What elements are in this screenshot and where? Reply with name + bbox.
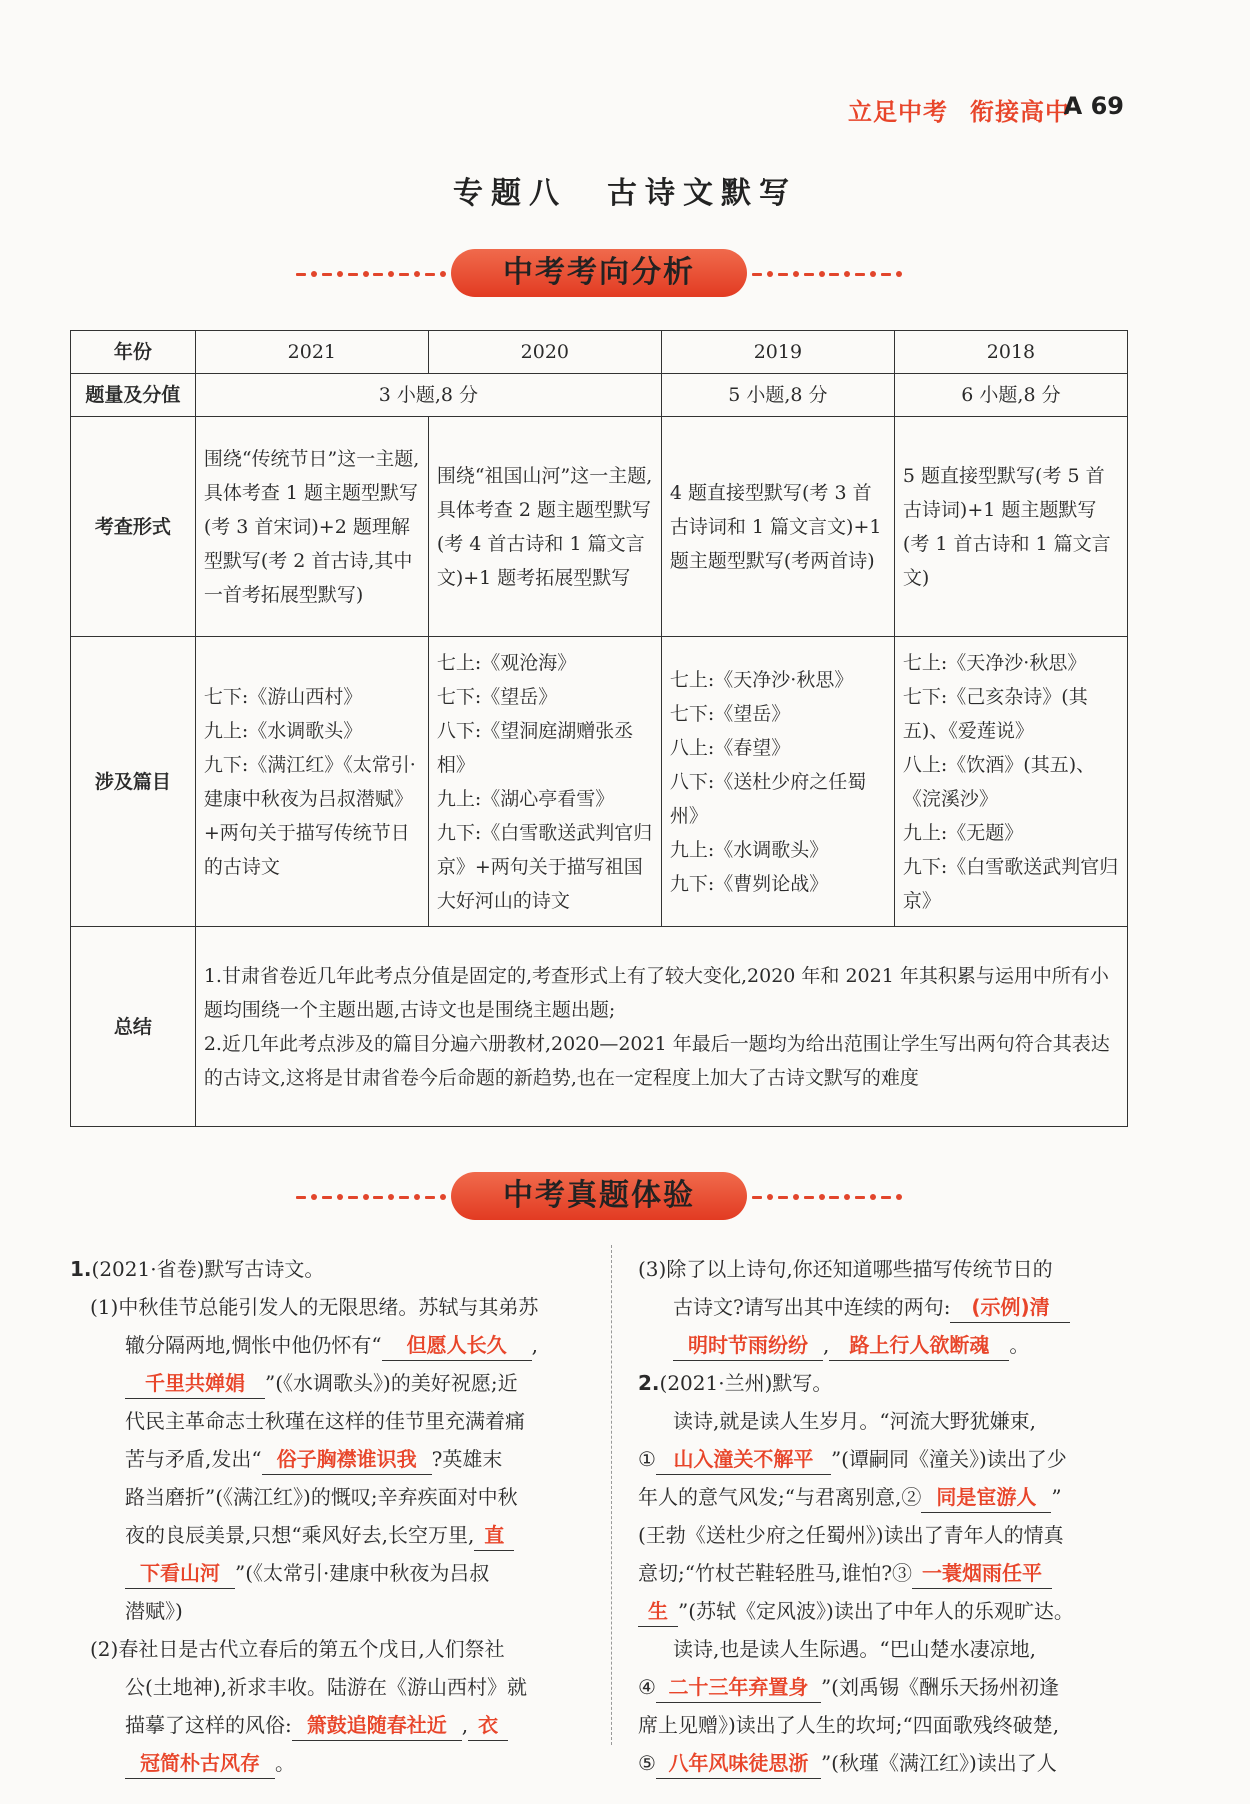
text-line: [638, 1288, 1138, 1326]
text-item: 七上:《天净沙·秋思》: [902, 651, 1087, 674]
texts-cell: [894, 637, 1127, 927]
text-span: ④: [638, 1675, 656, 1699]
header-texts: 涉及篇目: [71, 637, 196, 927]
question-number: 2.: [638, 1371, 660, 1395]
year-cell: 2020: [428, 331, 661, 374]
text-item: 七下:《游山西村》: [203, 685, 363, 708]
text-item: 七下:《望岳》: [669, 702, 791, 725]
text-span: 夜的良辰美景,只想“乘风好去,长空万里,: [125, 1523, 475, 1547]
text-item: 九上:《湖心亭看雪》: [436, 787, 615, 810]
page-title: [0, 168, 1250, 212]
header-form: 考查形式: [71, 417, 196, 637]
text-item: 七上:《观沧海》: [436, 651, 577, 674]
summary-cell: [195, 927, 1127, 1127]
section-banner-practice: [0, 1168, 1250, 1228]
answer-blank[interactable]: 八年风味徒思浙: [656, 1748, 821, 1779]
text-line: [70, 1516, 585, 1554]
text-span: ”(刘禹锡《酬乐天扬州初逢: [820, 1675, 1059, 1699]
title-part-2: 古诗文默写: [607, 176, 797, 211]
question-title: [638, 1364, 1138, 1402]
column-divider: [611, 1245, 612, 1745]
answer-blank[interactable]: 箫鼓追随春社近: [292, 1710, 462, 1741]
text-span: ,: [823, 1333, 830, 1357]
text-line: [70, 1440, 585, 1478]
text-line: 潜赋》): [125, 1599, 183, 1623]
text-line: [638, 1554, 1138, 1592]
text-span: ,: [531, 1333, 538, 1357]
text-item: 八上:《春望》: [669, 736, 791, 759]
text-line: (1)中秋佳节总能引发人的无限思绪。苏轼与其弟苏: [90, 1295, 539, 1319]
banner-title: 中考真题体验: [451, 1172, 747, 1220]
slogan-2: 衔接高中: [970, 98, 1070, 126]
question-right-column: [638, 1250, 1138, 1782]
texts-cell: [661, 637, 894, 927]
page-number: A 69: [1063, 92, 1124, 120]
text-line: [70, 1706, 585, 1744]
text-item: 八上:《饮酒》(其五)、《浣溪沙》: [902, 753, 1096, 810]
text-line: (3)除了以上诗句,你还知道哪些描写传统节日的: [638, 1257, 1053, 1281]
banner-ornament-right-icon: [752, 271, 902, 277]
score-cell: 3 小题,8 分: [195, 374, 661, 417]
text-span: 意切;“竹杖芒鞋轻胜马,谁怕?③: [638, 1561, 913, 1585]
text-item: 九下:《曹刿论战》: [669, 872, 829, 895]
text-line: 路当磨折”(《满江红》)的慨叹;辛弃疾面对中秋: [125, 1485, 518, 1509]
text-line: 公(土地神),祈求丰收。陆游在《游山西村》就: [125, 1675, 527, 1699]
text-line: [70, 1326, 585, 1364]
text-line: [70, 1554, 585, 1592]
text-item: 九上:《无题》: [902, 821, 1024, 844]
text-line: [70, 1744, 585, 1782]
banner-ornament-left-icon: [296, 271, 446, 277]
header-score: 题量及分值: [71, 374, 196, 417]
table-row-scores: [71, 374, 1128, 417]
banner-ornament-left-icon: [296, 1194, 446, 1200]
table-row-forms: [71, 417, 1128, 637]
text-line: [638, 1326, 1138, 1364]
year-cell: 2018: [894, 331, 1127, 374]
text-item: 九上:《水调歌头》: [203, 719, 363, 742]
header-slogan: [826, 92, 1070, 127]
table-row-years: [71, 331, 1128, 374]
text-span: 描摹了这样的风俗:: [125, 1713, 292, 1737]
text-line: 读诗,也是读人生际遇。“巴山楚水凄凉地,: [673, 1637, 1036, 1661]
text-item: 七上:《天净沙·秋思》: [669, 668, 854, 691]
text-span: ,: [461, 1713, 469, 1737]
text-span: 苦与矛盾,发出“: [125, 1447, 262, 1471]
answer-blank[interactable]: 二十三年弃置身: [656, 1672, 821, 1703]
text-span: ①: [638, 1447, 656, 1471]
question-title: [70, 1250, 585, 1288]
answer-blank[interactable]: 千里共婵娟: [125, 1368, 265, 1399]
answer-blank[interactable]: 直: [474, 1520, 514, 1551]
answer-blank[interactable]: 同是宦游人: [921, 1482, 1051, 1513]
text-item: 九下:《白雪歌送武判官归京》: [902, 855, 1119, 912]
analysis-table: [70, 330, 1128, 1127]
year-cell: 2019: [661, 331, 894, 374]
text-line: (王勃《送杜少府之任蜀州》)读出了青年人的情真: [638, 1523, 1064, 1547]
text-item: 八下:《送杜少府之任蜀州》: [669, 770, 867, 827]
text-span: ”(谭嗣同《潼关》)读出了少: [830, 1447, 1067, 1471]
answer-blank[interactable]: 明时节雨纷纷: [673, 1330, 823, 1361]
text-item: 八下:《望洞庭湖赠张丞相》: [436, 719, 634, 776]
text-span: ”(《太常引·建康中秋夜为吕叔: [235, 1561, 490, 1585]
section-banner-analysis: [0, 245, 1250, 305]
banner-title: 中考考向分析: [451, 249, 747, 297]
score-cell: 6 小题,8 分: [894, 374, 1127, 417]
answer-blank[interactable]: 但愿人长久: [382, 1330, 532, 1361]
text-line: [638, 1478, 1138, 1516]
text-item: 九上:《水调歌头》: [669, 838, 829, 861]
text-line: 代民主革命志士秋瑾在这样的佳节里充满着痛: [125, 1409, 525, 1433]
text-line: [638, 1744, 1138, 1782]
text-line: 席上见赠》)读出了人生的坎坷;“四面歌残终破楚,: [638, 1713, 1060, 1737]
text-item: 七下:《望岳》: [436, 685, 558, 708]
text-span: 辙分隔两地,惆怅中他仍怀有“: [125, 1333, 382, 1357]
form-cell: 4 题直接型默写(考 3 首古诗词和 1 篇文言文)+1 题主题型默写(考两首诗): [661, 417, 894, 637]
text-span: 年人的意气风发;“与君离别意,②: [638, 1485, 922, 1509]
answer-blank[interactable]: 生: [638, 1596, 678, 1627]
text-span: ?英雄末: [431, 1447, 503, 1471]
text-line: [638, 1668, 1138, 1706]
form-cell: 围绕“祖国山河”这一主题,具体考查 2 题主题型默写(考 4 首古诗和 1 篇文言文)+1 题考拓展型默写: [428, 417, 661, 637]
table-row-texts: [71, 637, 1128, 927]
text-span: 。: [275, 1751, 295, 1775]
answer-blank[interactable]: 一蓑烟雨任平: [912, 1558, 1052, 1589]
text-line: [638, 1592, 1138, 1630]
question-title-text: (2021·兰州)默写。: [659, 1371, 833, 1395]
answer-blank[interactable]: (示例)清: [950, 1292, 1070, 1323]
text-span: 。: [1009, 1333, 1030, 1357]
text-item: 九下:《白雪歌送武判官归京》+两句关于描写祖国大好河山的诗文: [436, 821, 653, 912]
answer-blank[interactable]: 路上行人欲断魂: [829, 1330, 1009, 1361]
banner-ornament-right-icon: [752, 1194, 902, 1200]
question-number: 1.: [70, 1257, 92, 1281]
summary-item: 2.近几年此考点涉及的篇目分遍六册教材,2020—2021 年最后一题均为给出范围让学生写出两句符合其表达的古诗文,这将是甘肃省卷今后命题的新趋势,也在一定程度上加大了古诗文默写的难度: [203, 1032, 1110, 1089]
text-line: [638, 1440, 1138, 1478]
text-line: (2)春社日是古代立春后的第五个戊日,人们祭社: [90, 1637, 505, 1661]
text-line: 读诗,就是读人生岁月。“河流大野犹嫌束,: [673, 1409, 1036, 1433]
answer-blank[interactable]: 俗子胸襟谁识我: [262, 1444, 432, 1475]
texts-cell: [195, 637, 428, 927]
texts-cell: [428, 637, 661, 927]
form-cell: 5 题直接型默写(考 5 首古诗词)+1 题主题默写(考 1 首古诗和 1 篇文言文): [894, 417, 1127, 637]
text-span: ”(秋瑾《满江红》)读出了人: [820, 1751, 1057, 1775]
text-item: 七下:《己亥杂诗》(其五)、《爱莲说》: [902, 685, 1088, 742]
text-span: ⑤: [638, 1751, 656, 1775]
header-year: 年份: [71, 331, 196, 374]
summary-item: 1.甘肃省卷近几年此考点分值是固定的,考查形式上有了较大变化,2020 年和 2021 年其积累与运用中所有小题均围绕一个主题出题,古诗文也是围绕主题出题;: [203, 964, 1109, 1021]
answer-blank[interactable]: 冠简朴古风存: [125, 1748, 275, 1779]
question-title-text: (2021·省卷)默写古诗文。: [91, 1257, 325, 1281]
year-cell: 2021: [195, 331, 428, 374]
question-1: [70, 1250, 585, 1782]
score-cell: 5 小题,8 分: [661, 374, 894, 417]
title-part-1: 专题八: [453, 176, 567, 211]
answer-blank[interactable]: 衣: [468, 1710, 508, 1741]
header-summary: 总结: [71, 927, 196, 1127]
text-span: ”: [1051, 1485, 1062, 1509]
text-span: ”(《水调歌头》)的美好祝愿;近: [265, 1371, 518, 1395]
text-line: [70, 1364, 585, 1402]
text-span: 古诗文?请写出其中连续的两句:: [673, 1295, 951, 1319]
answer-blank[interactable]: 下看山河: [125, 1558, 235, 1589]
form-cell: 围绕“传统节日”这一主题,具体考查 1 题主题型默写(考 3 首宋词)+2 题理解型默写(考 2 首古诗,其中一首考拓展型默写): [195, 417, 428, 637]
slogan-1: 立足中考: [848, 98, 948, 126]
text-span: ”(苏轼《定风波》)读出了中年人的乐观旷达。: [678, 1599, 1074, 1623]
text-item: 九下:《满江红》《太常引·建康中秋夜为吕叔潜赋》+两句关于描写传统节日的古诗文: [203, 753, 416, 878]
answer-blank[interactable]: 山入潼关不解平: [656, 1444, 831, 1475]
table-row-summary: [71, 927, 1128, 1127]
